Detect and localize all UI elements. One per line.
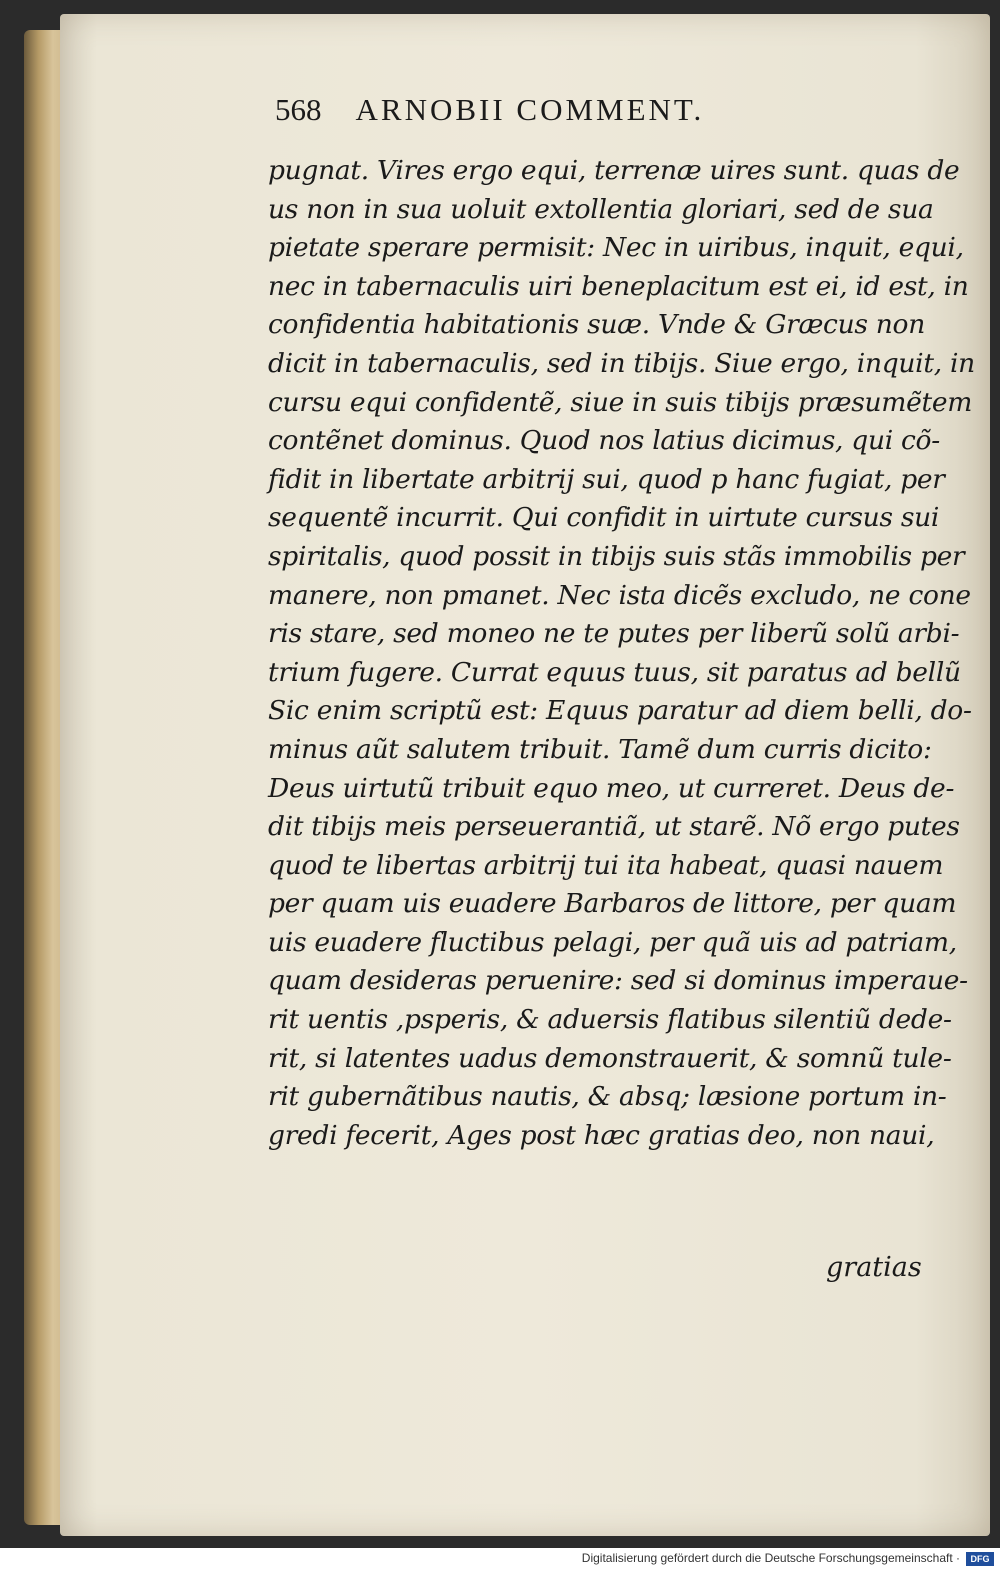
text-line: quod te libertas arbitrij tui ita habeat, quasi nauem — [268, 849, 944, 881]
text-line: cursu equi confidentẽ, siue in suis tibijs præsumẽtem — [268, 386, 973, 418]
text-line: nec in tabernaculis uiri beneplacitum est ei, id est, in — [268, 270, 969, 302]
text-line: per quam uis euadere Barbaros de littore, per quam — [268, 888, 957, 920]
page-number: 568 — [275, 92, 322, 127]
text-line: manere, non pmanet. Nec ista dicẽs excludo, ne cone — [268, 579, 971, 611]
text-line: quam desideras peruenire: sed si dominus imperaue- — [268, 965, 968, 997]
text-line: minus aũt salutem tribuit. Tamẽ dum curris dicito: — [268, 733, 932, 765]
text-line: pietate sperare permisit: Nec in uiribus, inquit, equi, — [268, 232, 964, 264]
funding-credit: Digitalisierung gefördert durch die Deutsche Forschungsgemeinschaft · — [581, 1551, 960, 1565]
body-text — [268, 152, 975, 1155]
text-line: Sic enim scriptũ est: Equus paratur ad diem belli, do- — [268, 695, 972, 727]
text-line: rit gubernãtibus nautis, & absq; læsione portum in- — [268, 1081, 947, 1113]
text-line: confidentia habitationis suæ. Vnde & Græcus non — [268, 309, 925, 341]
text-line: trium fugere. Currat equus tuus, sit paratus ad bellũ — [268, 656, 961, 688]
text-line: ris stare, sed moneo ne te putes per liberũ solũ arbi- — [268, 618, 960, 650]
text-line: rit, si latentes uadus demonstrauerit, & somnũ tule- — [268, 1042, 952, 1074]
text-line: dit tibijs meis perseuerantiã, ut starẽ. Nõ ergo putes — [268, 811, 960, 843]
text-line: spiritalis, quod possit in tibijs suis stãs immobilis per — [268, 540, 965, 572]
text-line: gredi fecerit, Ages post hæc gratias deo, non naui, — [268, 1119, 935, 1151]
running-head — [275, 92, 875, 132]
text-line: fidit in libertate arbitrij sui, quod p hanc fugiat, per — [268, 463, 945, 495]
text-line: Deus uirtutũ tribuit equo meo, ut curreret. Deus de- — [268, 772, 955, 804]
text-line: pugnat. Vires ergo equi, terrenæ uires sunt. quas de — [268, 155, 960, 186]
footer — [0, 1548, 1000, 1571]
running-title: ARNOBII COMMENT. — [355, 92, 705, 127]
text-line: us non in sua uoluit extollentia gloriari, sed de sua — [268, 193, 934, 225]
text-line: uis euadere fluctibus pelagi, per quã uis ad patriam, — [268, 926, 957, 958]
text-line: sequentẽ incurrit. Qui confidit in uirtute cursus sui — [268, 502, 940, 534]
text-line: contẽnet dominus. Quod nos latius dicimus, qui cõ- — [268, 425, 940, 457]
catchword: gratias — [826, 1252, 922, 1283]
text-line: dicit in tabernaculis, sed in tibijs. Siue ergo, inquit, in — [268, 347, 975, 379]
dfg-logo-icon: DFG — [966, 1552, 994, 1566]
text-line: rit uentis ,psperis, & aduersis flatibus silentiũ dede- — [268, 1004, 952, 1036]
